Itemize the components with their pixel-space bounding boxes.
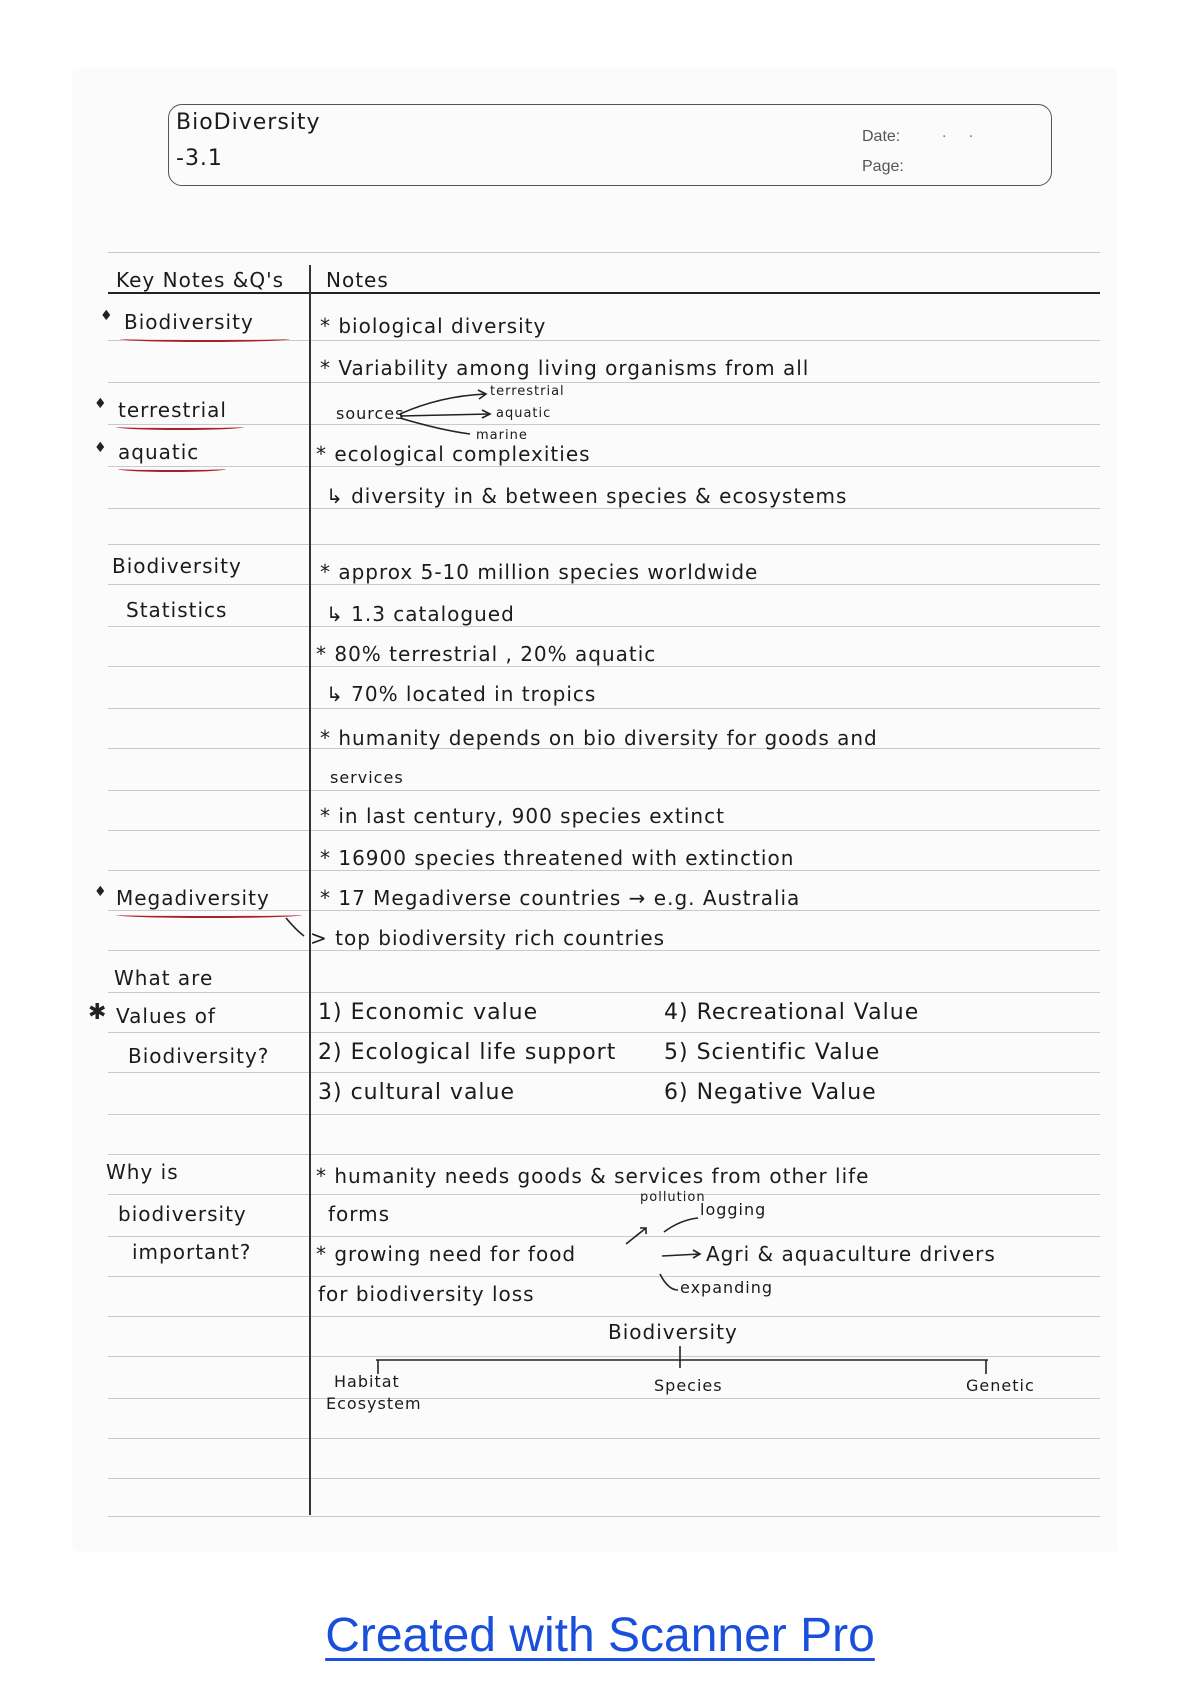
note-line: * biological diversity <box>320 314 547 338</box>
note-line: ↳ 70% located in tropics <box>326 682 597 706</box>
key-notes-header: Key Notes &Q's <box>116 268 284 292</box>
note-line: * approx 5-10 million species worldwide <box>320 560 759 584</box>
page-label: Page: <box>862 158 904 175</box>
key-stats-2: Statistics <box>126 598 228 622</box>
page-subtitle: -3.1 <box>176 146 223 171</box>
note-line: * 80% terrestrial , 20% aquatic <box>316 642 657 666</box>
diagram-ecosystem: Ecosystem <box>326 1394 422 1413</box>
key-aquatic: aquatic <box>118 440 200 464</box>
arrow-aquatic-icon <box>400 414 490 416</box>
note-sources: sources <box>336 404 405 423</box>
star-icon: ✱ <box>88 1000 107 1025</box>
value-item: 4) Recreational Value <box>664 1000 920 1025</box>
note-line: Agri & aquaculture drivers <box>706 1242 996 1266</box>
value-item: 2) Ecological life support <box>318 1040 617 1065</box>
note-line: * 16900 species threatened with extinction <box>320 846 795 870</box>
note-line: * 17 Megadiverse countries → e.g. Australia <box>320 886 801 910</box>
note-line: for biodiversity loss <box>318 1282 535 1306</box>
note-line: ↳ diversity in & between species & ecosystems <box>326 484 848 508</box>
key-stats-1: Biodiversity <box>112 554 242 578</box>
bullet-icon: ♦ <box>94 396 107 412</box>
note-line: > top biodiversity rich countries <box>310 926 666 950</box>
arrow-pollution-icon <box>626 1228 646 1244</box>
key-why-2: biodiversity <box>118 1202 247 1226</box>
key-biodiversity: Biodiversity <box>124 310 254 334</box>
note-source-terrestrial: terrestrial <box>490 384 565 399</box>
key-why-3: important? <box>132 1240 252 1264</box>
note-logging: logging <box>700 1200 767 1219</box>
diagram-habitat: Habitat <box>334 1372 400 1391</box>
arrow-mega-icon <box>286 918 304 936</box>
note-line: forms <box>328 1202 391 1226</box>
bullet-icon: ♦ <box>100 308 113 324</box>
diagram-species: Species <box>654 1376 723 1395</box>
note-source-marine: marine <box>476 428 528 443</box>
note-line: * humanity depends on bio diversity for goods and <box>320 726 878 750</box>
note-line: * humanity needs goods & services from other life <box>316 1164 870 1188</box>
diagram-root: Biodiversity <box>608 1320 738 1344</box>
key-values-1: What are <box>114 966 214 990</box>
note-pollution: pollution <box>640 1190 706 1205</box>
date-dots: . . <box>942 124 974 141</box>
value-item: 3) cultural value <box>318 1080 516 1105</box>
key-values-2: Values of <box>116 1004 216 1028</box>
key-values-3: Biodiversity? <box>128 1044 270 1068</box>
date-label: Date: <box>862 128 901 145</box>
value-item: 1) Economic value <box>318 1000 539 1025</box>
scanner-pro-link[interactable]: Created with Scanner Pro <box>325 1609 875 1662</box>
arrow-marine-icon <box>400 418 470 434</box>
diagram-genetic: Genetic <box>966 1376 1035 1395</box>
arrow-expanding-icon <box>660 1274 678 1290</box>
arrow-terrestrial-icon <box>400 394 486 414</box>
key-terrestrial: terrestrial <box>118 398 227 422</box>
note-source-aquatic: aquatic <box>496 406 552 421</box>
key-megadiversity: Megadiversity <box>116 886 270 910</box>
note-line: * ecological complexities <box>316 442 591 466</box>
note-line: ↳ 1.3 catalogued <box>326 602 515 626</box>
note-line: * Variability among living organisms from all <box>320 356 810 380</box>
value-item: 6) Negative Value <box>664 1080 877 1105</box>
note-expanding: expanding <box>680 1278 774 1297</box>
bullet-icon: ♦ <box>94 440 107 456</box>
key-why-1: Why is <box>106 1160 179 1184</box>
arrow-logging-icon <box>664 1218 698 1232</box>
note-line: * growing need for food <box>316 1242 577 1266</box>
bullet-icon: ♦ <box>94 884 107 900</box>
note-line: * in last century, 900 species extinct <box>320 804 725 828</box>
footer-watermark <box>0 1608 1200 1663</box>
note-line: services <box>330 768 404 787</box>
arrow-agri-icon <box>662 1254 700 1256</box>
notes-header: Notes <box>326 268 389 292</box>
value-item: 5) Scientific Value <box>664 1040 881 1065</box>
page-title: BioDiversity <box>176 110 321 135</box>
